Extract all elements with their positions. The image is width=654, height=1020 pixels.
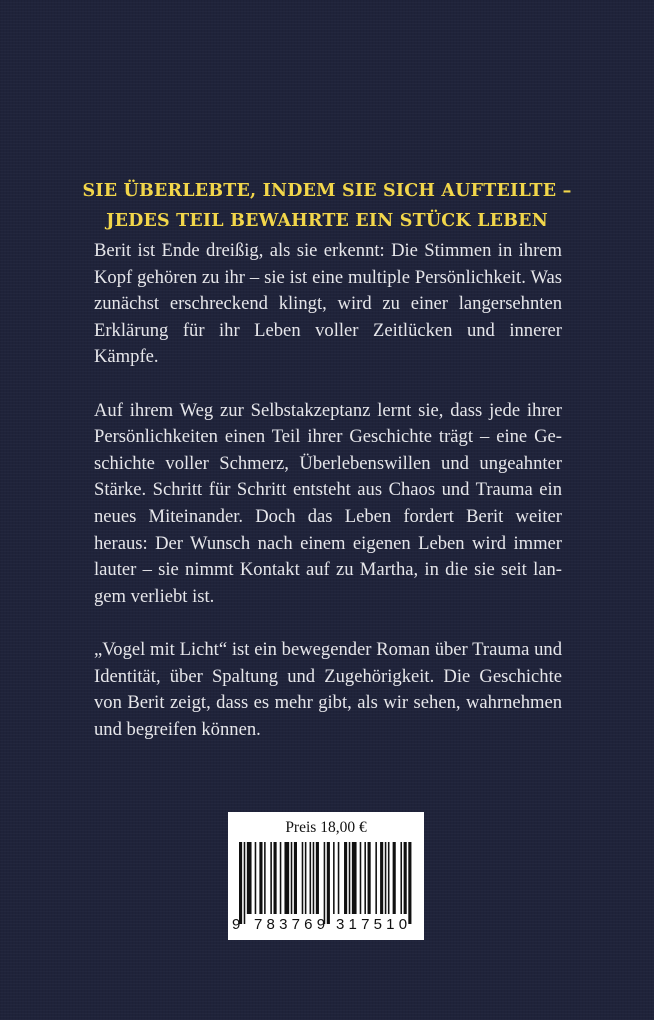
barcode-bar [400, 842, 402, 914]
isbn-right-group: 317510 [336, 916, 412, 933]
barcode-bar [255, 842, 257, 914]
barcode-label [228, 812, 424, 940]
blurb [94, 238, 562, 770]
barcode-bar [388, 842, 390, 914]
headline-line-2: JEDES TEIL BEWAHRTE EIN STÜCK LEBEN [106, 211, 548, 231]
barcode-bar [408, 842, 411, 924]
barcode-bar [380, 842, 383, 914]
blurb-paragraph-3: „Vogel mit Licht“ ist ein bewegender Roman über Trauma und Identität, über Spaltung und Zugehörigkeit. Die Geschichte von Berit zeigt, dass es mehr gibt, als wir sehen, wahrnehmen und begreifen können. [94, 638, 562, 740]
barcode-bar [344, 842, 347, 914]
barcode-bar [385, 842, 387, 914]
blurb-paragraph-2: Auf ihrem Weg zur Selbstakzeptanz lernt sie, dass jede ihrer Persönlichkeiten einen Teil ihrer Geschichte trägt – eine Geschichte voller Schmerz, Überlebenswillen und ungeahnter Stärke. Schritt für Schritt entsteht aus Chaos und Trauma ein neues Miteinander. Doch das Leben fordert Berit weiter heraus: Der Wunsch nach einem eigenen Leben wird immer lauter – sie nimmt Kontakt auf zu Martha, in die sie seit langem verliebt ist. [94, 399, 562, 607]
headline-line-1: SIE ÜBERLEBTE, INDEM SIE SICH AUFTEILTE – [82, 181, 572, 201]
barcode-bar [364, 842, 366, 914]
isbn-digits [232, 916, 418, 936]
barcode-icon [239, 842, 413, 924]
barcode-bar [239, 842, 242, 924]
barcode-bar [404, 842, 407, 914]
barcode-bar [338, 842, 340, 914]
barcode-bar [310, 842, 312, 914]
barcode-bar [333, 842, 335, 914]
headline [60, 176, 594, 236]
barcode-bar [375, 842, 377, 914]
barcode-bar [280, 842, 282, 914]
barcode-bar [244, 842, 246, 924]
barcode-bar [284, 842, 289, 914]
barcode-bar [294, 842, 297, 914]
barcode-bar [264, 842, 266, 914]
price-text: Preis 18,00 € [285, 819, 367, 836]
barcode-bar [259, 842, 262, 914]
barcode-bar [305, 842, 307, 914]
barcode-bar [368, 842, 371, 914]
barcode-bar [270, 842, 272, 914]
barcode-bar [360, 842, 362, 914]
barcode-bar [313, 842, 315, 914]
barcode-bar [349, 842, 351, 914]
blurb-paragraph-1: Berit ist Ende dreißig, als sie erkennt: Die Stimmen in ihrem Kopf gehören zu ihr – sie ist eine multiple Persönlichkeit. Was zunächst erschreckend klingt, wird zu einer langersehnten Erklärung für ihr Leben voller Zeitlücken und innerer Kämpfe. [94, 240, 562, 368]
barcode-bar [327, 842, 330, 924]
isbn-left-group: 783769 [254, 916, 330, 933]
barcode-bar [352, 842, 357, 914]
barcode-bar [302, 842, 304, 914]
isbn-first-digit: 9 [232, 916, 241, 933]
barcode-bar [324, 842, 326, 924]
barcode-bar [316, 842, 319, 914]
barcode-bar [247, 842, 252, 914]
barcode-bar [273, 842, 276, 914]
barcode-bar [291, 842, 293, 914]
barcode-bar [393, 842, 396, 914]
